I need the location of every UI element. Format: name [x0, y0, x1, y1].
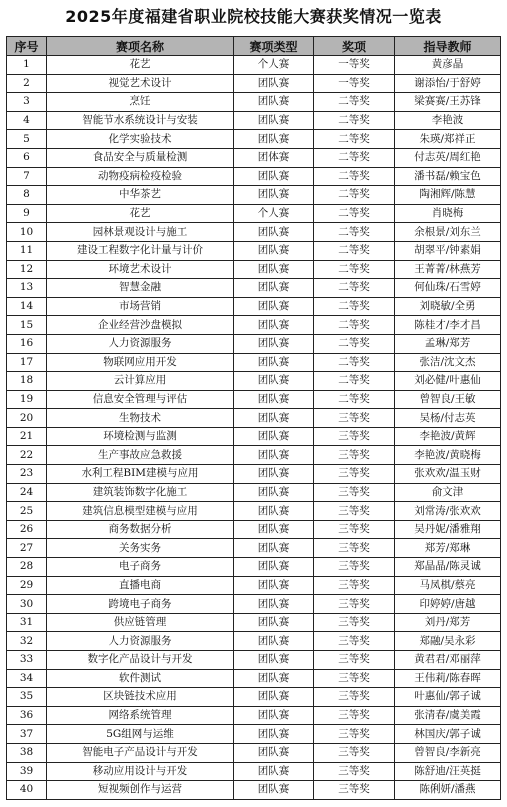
cell-award: 二等奖	[314, 130, 395, 149]
cell-instructor: 梁赛赛/王苏锋	[395, 93, 501, 112]
cell-event-type: 团队赛	[234, 316, 314, 335]
cell-event-name: 生产事故应急救援	[47, 446, 234, 465]
cell-event-name: 智能节水系统设计与安装	[47, 111, 234, 130]
cell-event-type: 团队赛	[234, 706, 314, 725]
header-serial-number: 序号	[7, 37, 47, 56]
cell-serial-number: 12	[7, 260, 47, 279]
cell-event-name: 水利工程BIM建模与应用	[47, 465, 234, 484]
cell-instructor: 林国庆/郭子诚	[395, 725, 501, 744]
cell-serial-number: 38	[7, 743, 47, 762]
table-row	[7, 353, 501, 372]
table-row	[7, 725, 501, 744]
cell-award: 二等奖	[314, 279, 395, 298]
table-row	[7, 409, 501, 428]
cell-event-name: 建筑装饰数字化施工	[47, 483, 234, 502]
cell-award: 三等奖	[314, 576, 395, 595]
header-event-type: 赛项类型	[234, 37, 314, 56]
cell-award: 二等奖	[314, 167, 395, 186]
cell-serial-number: 26	[7, 520, 47, 539]
cell-event-type: 团队赛	[234, 74, 314, 93]
cell-event-type: 团队赛	[234, 613, 314, 632]
cell-instructor: 吴丹妮/潘雅翔	[395, 520, 501, 539]
cell-serial-number: 10	[7, 223, 47, 242]
table-row	[7, 446, 501, 465]
cell-instructor: 刘常涛/张欢欢	[395, 502, 501, 521]
cell-serial-number: 3	[7, 93, 47, 112]
cell-award: 二等奖	[314, 334, 395, 353]
cell-event-name: 生物技术	[47, 409, 234, 428]
cell-event-type: 团队赛	[234, 502, 314, 521]
table-row	[7, 595, 501, 614]
cell-serial-number: 22	[7, 446, 47, 465]
cell-serial-number: 34	[7, 669, 47, 688]
cell-serial-number: 40	[7, 781, 47, 800]
cell-event-name: 园林景观设计与施工	[47, 223, 234, 242]
cell-serial-number: 18	[7, 372, 47, 391]
cell-event-type: 个人赛	[234, 204, 314, 223]
table-row	[7, 74, 501, 93]
cell-event-name: 视觉艺术设计	[47, 74, 234, 93]
cell-serial-number: 13	[7, 279, 47, 298]
cell-instructor: 张欢欢/温玉财	[395, 465, 501, 484]
cell-serial-number: 19	[7, 390, 47, 409]
cell-serial-number: 36	[7, 706, 47, 725]
cell-event-type: 团队赛	[234, 669, 314, 688]
cell-event-type: 团队赛	[234, 688, 314, 707]
cell-instructor: 马凤棋/蔡亮	[395, 576, 501, 595]
table-row	[7, 334, 501, 353]
table-row	[7, 706, 501, 725]
cell-event-type: 团队赛	[234, 241, 314, 260]
cell-award: 二等奖	[314, 316, 395, 335]
cell-event-type: 团队赛	[234, 743, 314, 762]
cell-event-type: 团队赛	[234, 576, 314, 595]
cell-event-name: 网络系统管理	[47, 706, 234, 725]
table-row	[7, 743, 501, 762]
cell-event-name: 人力资源服务	[47, 632, 234, 651]
cell-event-name: 信息安全管理与评估	[47, 390, 234, 409]
cell-instructor: 黄彦晶	[395, 56, 501, 75]
table-row	[7, 297, 501, 316]
cell-serial-number: 1	[7, 56, 47, 75]
cell-serial-number: 37	[7, 725, 47, 744]
cell-event-name: 市场营销	[47, 297, 234, 316]
cell-serial-number: 8	[7, 186, 47, 205]
cell-instructor: 李艳波/黄晓梅	[395, 446, 501, 465]
table-row	[7, 167, 501, 186]
cell-award: 二等奖	[314, 353, 395, 372]
table-row	[7, 632, 501, 651]
cell-instructor: 谢添怡/于舒婷	[395, 74, 501, 93]
header-instructor: 指导教师	[395, 37, 501, 56]
cell-event-type: 团队赛	[234, 446, 314, 465]
cell-award: 三等奖	[314, 427, 395, 446]
table-row	[7, 520, 501, 539]
cell-event-name: 商务数据分析	[47, 520, 234, 539]
cell-serial-number: 30	[7, 595, 47, 614]
cell-event-name: 花艺	[47, 56, 234, 75]
cell-event-type: 团队赛	[234, 632, 314, 651]
table-row	[7, 223, 501, 242]
cell-event-type: 团队赛	[234, 427, 314, 446]
table-row	[7, 651, 501, 670]
cell-serial-number: 6	[7, 148, 47, 167]
table-row	[7, 762, 501, 781]
cell-instructor: 郑融/吴永彩	[395, 632, 501, 651]
cell-event-type: 团队赛	[234, 558, 314, 577]
cell-award: 二等奖	[314, 297, 395, 316]
cell-event-name: 云计算应用	[47, 372, 234, 391]
cell-serial-number: 14	[7, 297, 47, 316]
cell-instructor: 付志英/周红艳	[395, 148, 501, 167]
cell-event-name: 电子商务	[47, 558, 234, 577]
document-title: 2025年度福建省职业院校技能大赛获奖情况一览表	[65, 7, 442, 26]
cell-event-type: 团队赛	[234, 390, 314, 409]
table-row	[7, 260, 501, 279]
cell-serial-number: 35	[7, 688, 47, 707]
cell-award: 三等奖	[314, 502, 395, 521]
cell-event-type: 团队赛	[234, 520, 314, 539]
cell-event-name: 区块链技术应用	[47, 688, 234, 707]
cell-serial-number: 17	[7, 353, 47, 372]
cell-award: 三等奖	[314, 613, 395, 632]
cell-event-name: 跨境电子商务	[47, 595, 234, 614]
cell-award: 三等奖	[314, 632, 395, 651]
cell-event-name: 企业经营沙盘模拟	[47, 316, 234, 335]
cell-event-name: 环境检测与监测	[47, 427, 234, 446]
cell-instructor: 胡翠平/钟素娟	[395, 241, 501, 260]
cell-award: 三等奖	[314, 595, 395, 614]
cell-serial-number: 32	[7, 632, 47, 651]
cell-award: 三等奖	[314, 446, 395, 465]
cell-serial-number: 11	[7, 241, 47, 260]
cell-serial-number: 16	[7, 334, 47, 353]
table-row	[7, 316, 501, 335]
table-row	[7, 204, 501, 223]
table-row	[7, 558, 501, 577]
table-body	[7, 56, 501, 800]
cell-serial-number: 2	[7, 74, 47, 93]
cell-award: 二等奖	[314, 111, 395, 130]
cell-event-name: 数字化产品设计与开发	[47, 651, 234, 670]
cell-instructor: 陶湘辉/陈慧	[395, 186, 501, 205]
cell-event-name: 人力资源服务	[47, 334, 234, 353]
cell-award: 三等奖	[314, 781, 395, 800]
cell-event-name: 5G组网与运维	[47, 725, 234, 744]
cell-event-type: 团队赛	[234, 539, 314, 558]
cell-serial-number: 28	[7, 558, 47, 577]
cell-instructor: 张洁/沈文杰	[395, 353, 501, 372]
cell-instructor: 潘书磊/赖宝色	[395, 167, 501, 186]
cell-instructor: 刘丹/郑芳	[395, 613, 501, 632]
cell-award: 三等奖	[314, 483, 395, 502]
cell-instructor: 俞文津	[395, 483, 501, 502]
cell-award: 三等奖	[314, 651, 395, 670]
cell-instructor: 朱瑛/郑祥正	[395, 130, 501, 149]
cell-instructor: 王菁菁/林燕芳	[395, 260, 501, 279]
cell-serial-number: 31	[7, 613, 47, 632]
table-row	[7, 688, 501, 707]
cell-event-name: 建筑信息模型建模与应用	[47, 502, 234, 521]
cell-award: 三等奖	[314, 539, 395, 558]
table-row	[7, 56, 501, 75]
cell-award: 三等奖	[314, 558, 395, 577]
table-row	[7, 390, 501, 409]
cell-event-type: 团队赛	[234, 465, 314, 484]
cell-instructor: 何仙珠/石雪婷	[395, 279, 501, 298]
cell-event-type: 团队赛	[234, 93, 314, 112]
table-row	[7, 613, 501, 632]
cell-event-name: 移动应用设计与开发	[47, 762, 234, 781]
table-row	[7, 502, 501, 521]
cell-award: 二等奖	[314, 223, 395, 242]
cell-event-name: 花艺	[47, 204, 234, 223]
cell-serial-number: 4	[7, 111, 47, 130]
cell-award: 二等奖	[314, 148, 395, 167]
cell-instructor: 印婷婷/唐越	[395, 595, 501, 614]
cell-event-type: 团队赛	[234, 781, 314, 800]
cell-event-type: 团队赛	[234, 186, 314, 205]
cell-event-type: 团队赛	[234, 167, 314, 186]
cell-instructor: 陈俐妍/潘燕	[395, 781, 501, 800]
cell-award: 三等奖	[314, 743, 395, 762]
table-row	[7, 539, 501, 558]
cell-event-name: 智能电子产品设计与开发	[47, 743, 234, 762]
cell-serial-number: 21	[7, 427, 47, 446]
cell-event-name: 食品安全与质量检测	[47, 148, 234, 167]
cell-event-type: 团队赛	[234, 595, 314, 614]
cell-instructor: 刘晓敏/全勇	[395, 297, 501, 316]
cell-serial-number: 27	[7, 539, 47, 558]
cell-award: 一等奖	[314, 56, 395, 75]
cell-event-name: 智慧金融	[47, 279, 234, 298]
table-row	[7, 483, 501, 502]
cell-serial-number: 24	[7, 483, 47, 502]
cell-event-name: 环境艺术设计	[47, 260, 234, 279]
cell-serial-number: 33	[7, 651, 47, 670]
table-row	[7, 372, 501, 391]
cell-instructor: 陈桂才/李才昌	[395, 316, 501, 335]
table-row	[7, 427, 501, 446]
cell-award: 二等奖	[314, 260, 395, 279]
cell-instructor: 刘必健/叶惠仙	[395, 372, 501, 391]
cell-instructor: 张清春/虞美霞	[395, 706, 501, 725]
header-award: 奖项	[314, 37, 395, 56]
cell-event-type: 团队赛	[234, 223, 314, 242]
cell-event-name: 物联网应用开发	[47, 353, 234, 372]
cell-award: 三等奖	[314, 520, 395, 539]
cell-serial-number: 20	[7, 409, 47, 428]
cell-instructor: 黄君君/邓丽萍	[395, 651, 501, 670]
cell-instructor: 孟琳/郑芳	[395, 334, 501, 353]
cell-award: 二等奖	[314, 372, 395, 391]
cell-event-name: 供应链管理	[47, 613, 234, 632]
cell-award: 二等奖	[314, 93, 395, 112]
cell-event-type: 团队赛	[234, 353, 314, 372]
cell-event-name: 软件测试	[47, 669, 234, 688]
table-row	[7, 148, 501, 167]
cell-event-name: 关务实务	[47, 539, 234, 558]
cell-event-type: 团队赛	[234, 297, 314, 316]
table-row	[7, 465, 501, 484]
cell-event-type: 团队赛	[234, 409, 314, 428]
cell-instructor: 余根景/刘东兰	[395, 223, 501, 242]
cell-event-type: 团队赛	[234, 334, 314, 353]
cell-instructor: 曾智良/李新亮	[395, 743, 501, 762]
cell-award: 三等奖	[314, 725, 395, 744]
cell-event-type: 团队赛	[234, 279, 314, 298]
cell-instructor: 郑晶晶/陈灵诚	[395, 558, 501, 577]
table-row	[7, 576, 501, 595]
cell-award: 二等奖	[314, 390, 395, 409]
cell-award: 三等奖	[314, 762, 395, 781]
cell-award: 二等奖	[314, 204, 395, 223]
cell-award: 三等奖	[314, 688, 395, 707]
awards-table	[6, 36, 501, 800]
table-row	[7, 781, 501, 800]
cell-instructor: 李艳波/黄辉	[395, 427, 501, 446]
cell-instructor: 肖晓梅	[395, 204, 501, 223]
cell-award: 三等奖	[314, 409, 395, 428]
cell-event-name: 动物疫病检疫检验	[47, 167, 234, 186]
cell-event-name: 烹饪	[47, 93, 234, 112]
cell-event-type: 团队赛	[234, 130, 314, 149]
cell-award: 三等奖	[314, 465, 395, 484]
cell-event-type: 团队赛	[234, 111, 314, 130]
cell-event-name: 直播电商	[47, 576, 234, 595]
cell-event-type: 团队赛	[234, 483, 314, 502]
header-event-name: 赛项名称	[47, 37, 234, 56]
cell-event-name: 短视频创作与运营	[47, 781, 234, 800]
cell-event-name: 化学实验技术	[47, 130, 234, 149]
cell-event-type: 个人赛	[234, 56, 314, 75]
table-row	[7, 279, 501, 298]
cell-instructor: 李艳波	[395, 111, 501, 130]
cell-event-type: 团队赛	[234, 725, 314, 744]
cell-award: 三等奖	[314, 669, 395, 688]
cell-serial-number: 5	[7, 130, 47, 149]
cell-instructor: 王伟莉/陈春晖	[395, 669, 501, 688]
cell-event-type: 团队赛	[234, 762, 314, 781]
cell-event-type: 团体赛	[234, 148, 314, 167]
cell-instructor: 吴杨/付志英	[395, 409, 501, 428]
cell-serial-number: 15	[7, 316, 47, 335]
cell-instructor: 曾智良/王敏	[395, 390, 501, 409]
cell-serial-number: 23	[7, 465, 47, 484]
table-row	[7, 669, 501, 688]
cell-award: 三等奖	[314, 706, 395, 725]
cell-award: 二等奖	[314, 241, 395, 260]
cell-serial-number: 39	[7, 762, 47, 781]
cell-instructor: 叶惠仙/郭子诚	[395, 688, 501, 707]
cell-event-type: 团队赛	[234, 260, 314, 279]
cell-award: 二等奖	[314, 186, 395, 205]
table-row	[7, 130, 501, 149]
cell-event-type: 团队赛	[234, 651, 314, 670]
cell-instructor: 陈舒迪/汪英挺	[395, 762, 501, 781]
cell-event-name: 中华茶艺	[47, 186, 234, 205]
cell-serial-number: 25	[7, 502, 47, 521]
table-row	[7, 241, 501, 260]
cell-serial-number: 7	[7, 167, 47, 186]
cell-event-type: 团队赛	[234, 372, 314, 391]
table-row	[7, 111, 501, 130]
cell-event-name: 建设工程数字化计量与计价	[47, 241, 234, 260]
table-row	[7, 186, 501, 205]
cell-serial-number: 29	[7, 576, 47, 595]
cell-serial-number: 9	[7, 204, 47, 223]
table-header-row	[7, 37, 501, 56]
table-row	[7, 93, 501, 112]
cell-award: 一等奖	[314, 74, 395, 93]
cell-instructor: 郑芳/郑琳	[395, 539, 501, 558]
